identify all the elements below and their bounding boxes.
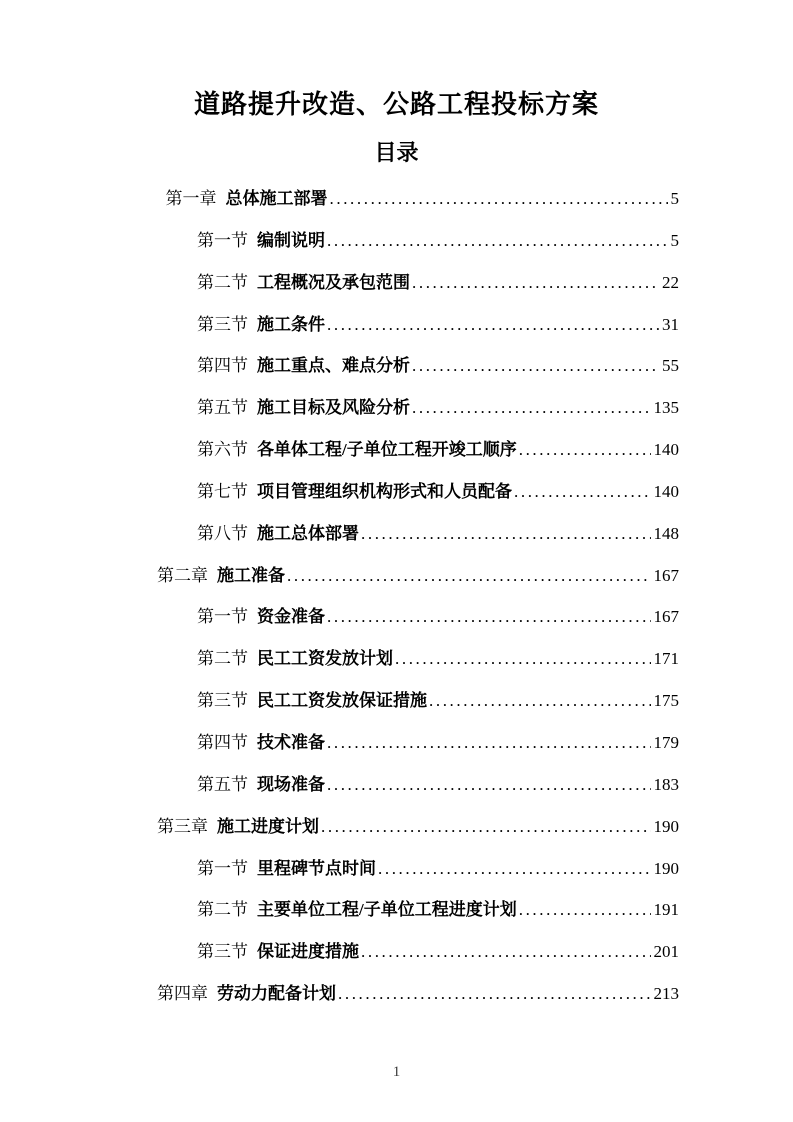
toc-entry-title: 各单体工程/子单位工程开竣工顺序: [257, 440, 517, 460]
toc-leader-dots: [514, 471, 651, 513]
toc-entry-label: 第四节: [197, 356, 248, 376]
toc-entry[interactable]: [157, 931, 679, 973]
toc-leader-dots: [519, 429, 651, 471]
toc-entry-label: 第二章: [157, 565, 208, 585]
toc-entry-title: 民工工资发放保证措施: [257, 691, 427, 711]
toc-entry-title: 施工目标及风险分析: [257, 398, 410, 418]
toc-leader-dots: [327, 304, 659, 346]
toc-entry-label: 第一章: [157, 189, 217, 208]
toc-leader-dots: [327, 596, 651, 638]
toc-leader-dots: [429, 680, 651, 722]
toc-entry-label: 第一节: [197, 230, 248, 250]
toc-leader-dots: [338, 973, 651, 1015]
toc-entry-title: 主要单位工程/子单位工程进度计划: [257, 900, 517, 920]
toc-entry[interactable]: [157, 471, 679, 513]
toc-leader-dots: [327, 764, 651, 806]
toc-entry[interactable]: [157, 596, 679, 638]
toc-entry-label: 第四节: [197, 732, 248, 752]
toc-entry-label: 第二节: [197, 272, 248, 292]
toc-entry-title: 总体施工部署: [225, 189, 328, 208]
toc-entry-page: 183: [653, 774, 679, 794]
toc-leader-dots: [361, 931, 651, 973]
toc-entry-page: 167: [653, 607, 679, 627]
toc-leader-dots: [330, 178, 668, 220]
toc-leader-dots: [395, 638, 651, 680]
toc-leader-dots: [287, 555, 651, 597]
toc-entry-page: 171: [653, 649, 679, 669]
toc-entry-page: 31: [662, 314, 679, 334]
toc-entry[interactable]: [157, 555, 679, 597]
toc-entry[interactable]: [157, 387, 679, 429]
toc-entry-title: 劳动力配备计划: [217, 984, 336, 1004]
toc-entry[interactable]: [157, 262, 679, 304]
toc-entry-page: 55: [662, 356, 679, 376]
toc-entry-label: 第五节: [197, 774, 248, 794]
toc-entry[interactable]: [157, 178, 679, 220]
toc-entry-title: 里程碑节点时间: [257, 858, 376, 878]
toc-entry-label: 第一节: [197, 858, 248, 878]
toc-entry-label: 第二节: [197, 649, 248, 669]
toc-entry[interactable]: [157, 304, 679, 346]
toc-entry-label: 第三章: [157, 816, 208, 836]
toc-entry-title: 工程概况及承包范围: [257, 272, 410, 292]
toc-entry-label: 第三节: [197, 691, 248, 711]
toc-entry-label: 第七节: [197, 481, 248, 501]
toc-entry-page: 201: [653, 942, 679, 962]
toc-heading: 目录: [374, 140, 419, 165]
toc-entry-page: 167: [653, 565, 679, 585]
toc-entry[interactable]: [157, 973, 679, 1015]
toc-entry[interactable]: [157, 889, 679, 931]
toc-leader-dots: [412, 262, 659, 304]
toc-entry-page: 213: [653, 984, 679, 1004]
toc-entry[interactable]: [157, 764, 679, 806]
toc-entry[interactable]: [157, 429, 679, 471]
toc-entry-page: 5: [670, 230, 679, 250]
toc-entry-label: 第四章: [157, 984, 208, 1004]
document-title: 道路提升改造、公路工程投标方案: [193, 89, 599, 119]
toc: [157, 178, 679, 1015]
toc-entry-label: 第二节: [197, 900, 248, 920]
toc-leader-dots: [327, 220, 668, 262]
toc-entry-page: 148: [653, 523, 679, 543]
toc-entry-title: 施工总体部署: [257, 523, 359, 543]
toc-entry-page: 190: [653, 816, 679, 836]
toc-entry-title: 技术准备: [257, 732, 325, 752]
toc-leader-dots: [412, 387, 651, 429]
toc-entry-page: 191: [653, 900, 679, 920]
toc-entry-title: 施工准备: [217, 565, 285, 585]
toc-entry-label: 第八节: [197, 523, 248, 543]
toc-leader-dots: [361, 513, 651, 555]
toc-entry[interactable]: [157, 722, 679, 764]
toc-entry-page: 22: [662, 272, 679, 292]
toc-entry-page: 179: [653, 732, 679, 752]
toc-entry-title: 编制说明: [257, 230, 325, 250]
toc-entry[interactable]: [157, 220, 679, 262]
toc-entry-label: 第五节: [197, 398, 248, 418]
toc-leader-dots: [412, 345, 659, 387]
toc-entry-title: 保证进度措施: [257, 942, 359, 962]
toc-entry-page: 140: [653, 440, 679, 460]
toc-entry-title: 施工进度计划: [217, 816, 319, 836]
toc-entry-label: 第一节: [197, 607, 248, 627]
toc-entry[interactable]: [157, 848, 679, 890]
toc-entry-title: 施工重点、难点分析: [257, 356, 410, 376]
toc-entry-page: 5: [670, 189, 679, 208]
footer-page-number: 1: [392, 1064, 401, 1080]
toc-entry[interactable]: [157, 638, 679, 680]
toc-entry-page: 135: [653, 398, 679, 418]
toc-entry-page: 175: [653, 691, 679, 711]
toc-entry[interactable]: [157, 680, 679, 722]
toc-entry-title: 民工工资发放计划: [257, 649, 393, 669]
toc-leader-dots: [519, 889, 651, 931]
toc-leader-dots: [378, 848, 651, 890]
toc-leader-dots: [321, 806, 651, 848]
toc-entry[interactable]: [157, 345, 679, 387]
toc-entry-label: 第六节: [197, 440, 248, 460]
toc-entry-label: 第三节: [197, 314, 248, 334]
toc-entry-label: 第三节: [197, 942, 248, 962]
toc-entry[interactable]: [157, 513, 679, 555]
toc-entry-title: 现场准备: [257, 774, 325, 794]
toc-entry-title: 施工条件: [257, 314, 325, 334]
toc-entry-title: 项目管理组织机构形式和人员配备: [257, 481, 512, 501]
toc-entry-page: 190: [653, 858, 679, 878]
toc-entry-title: 资金准备: [257, 607, 325, 627]
toc-entry-page: 140: [653, 481, 679, 501]
toc-leader-dots: [327, 722, 651, 764]
toc-entry[interactable]: [157, 806, 679, 848]
